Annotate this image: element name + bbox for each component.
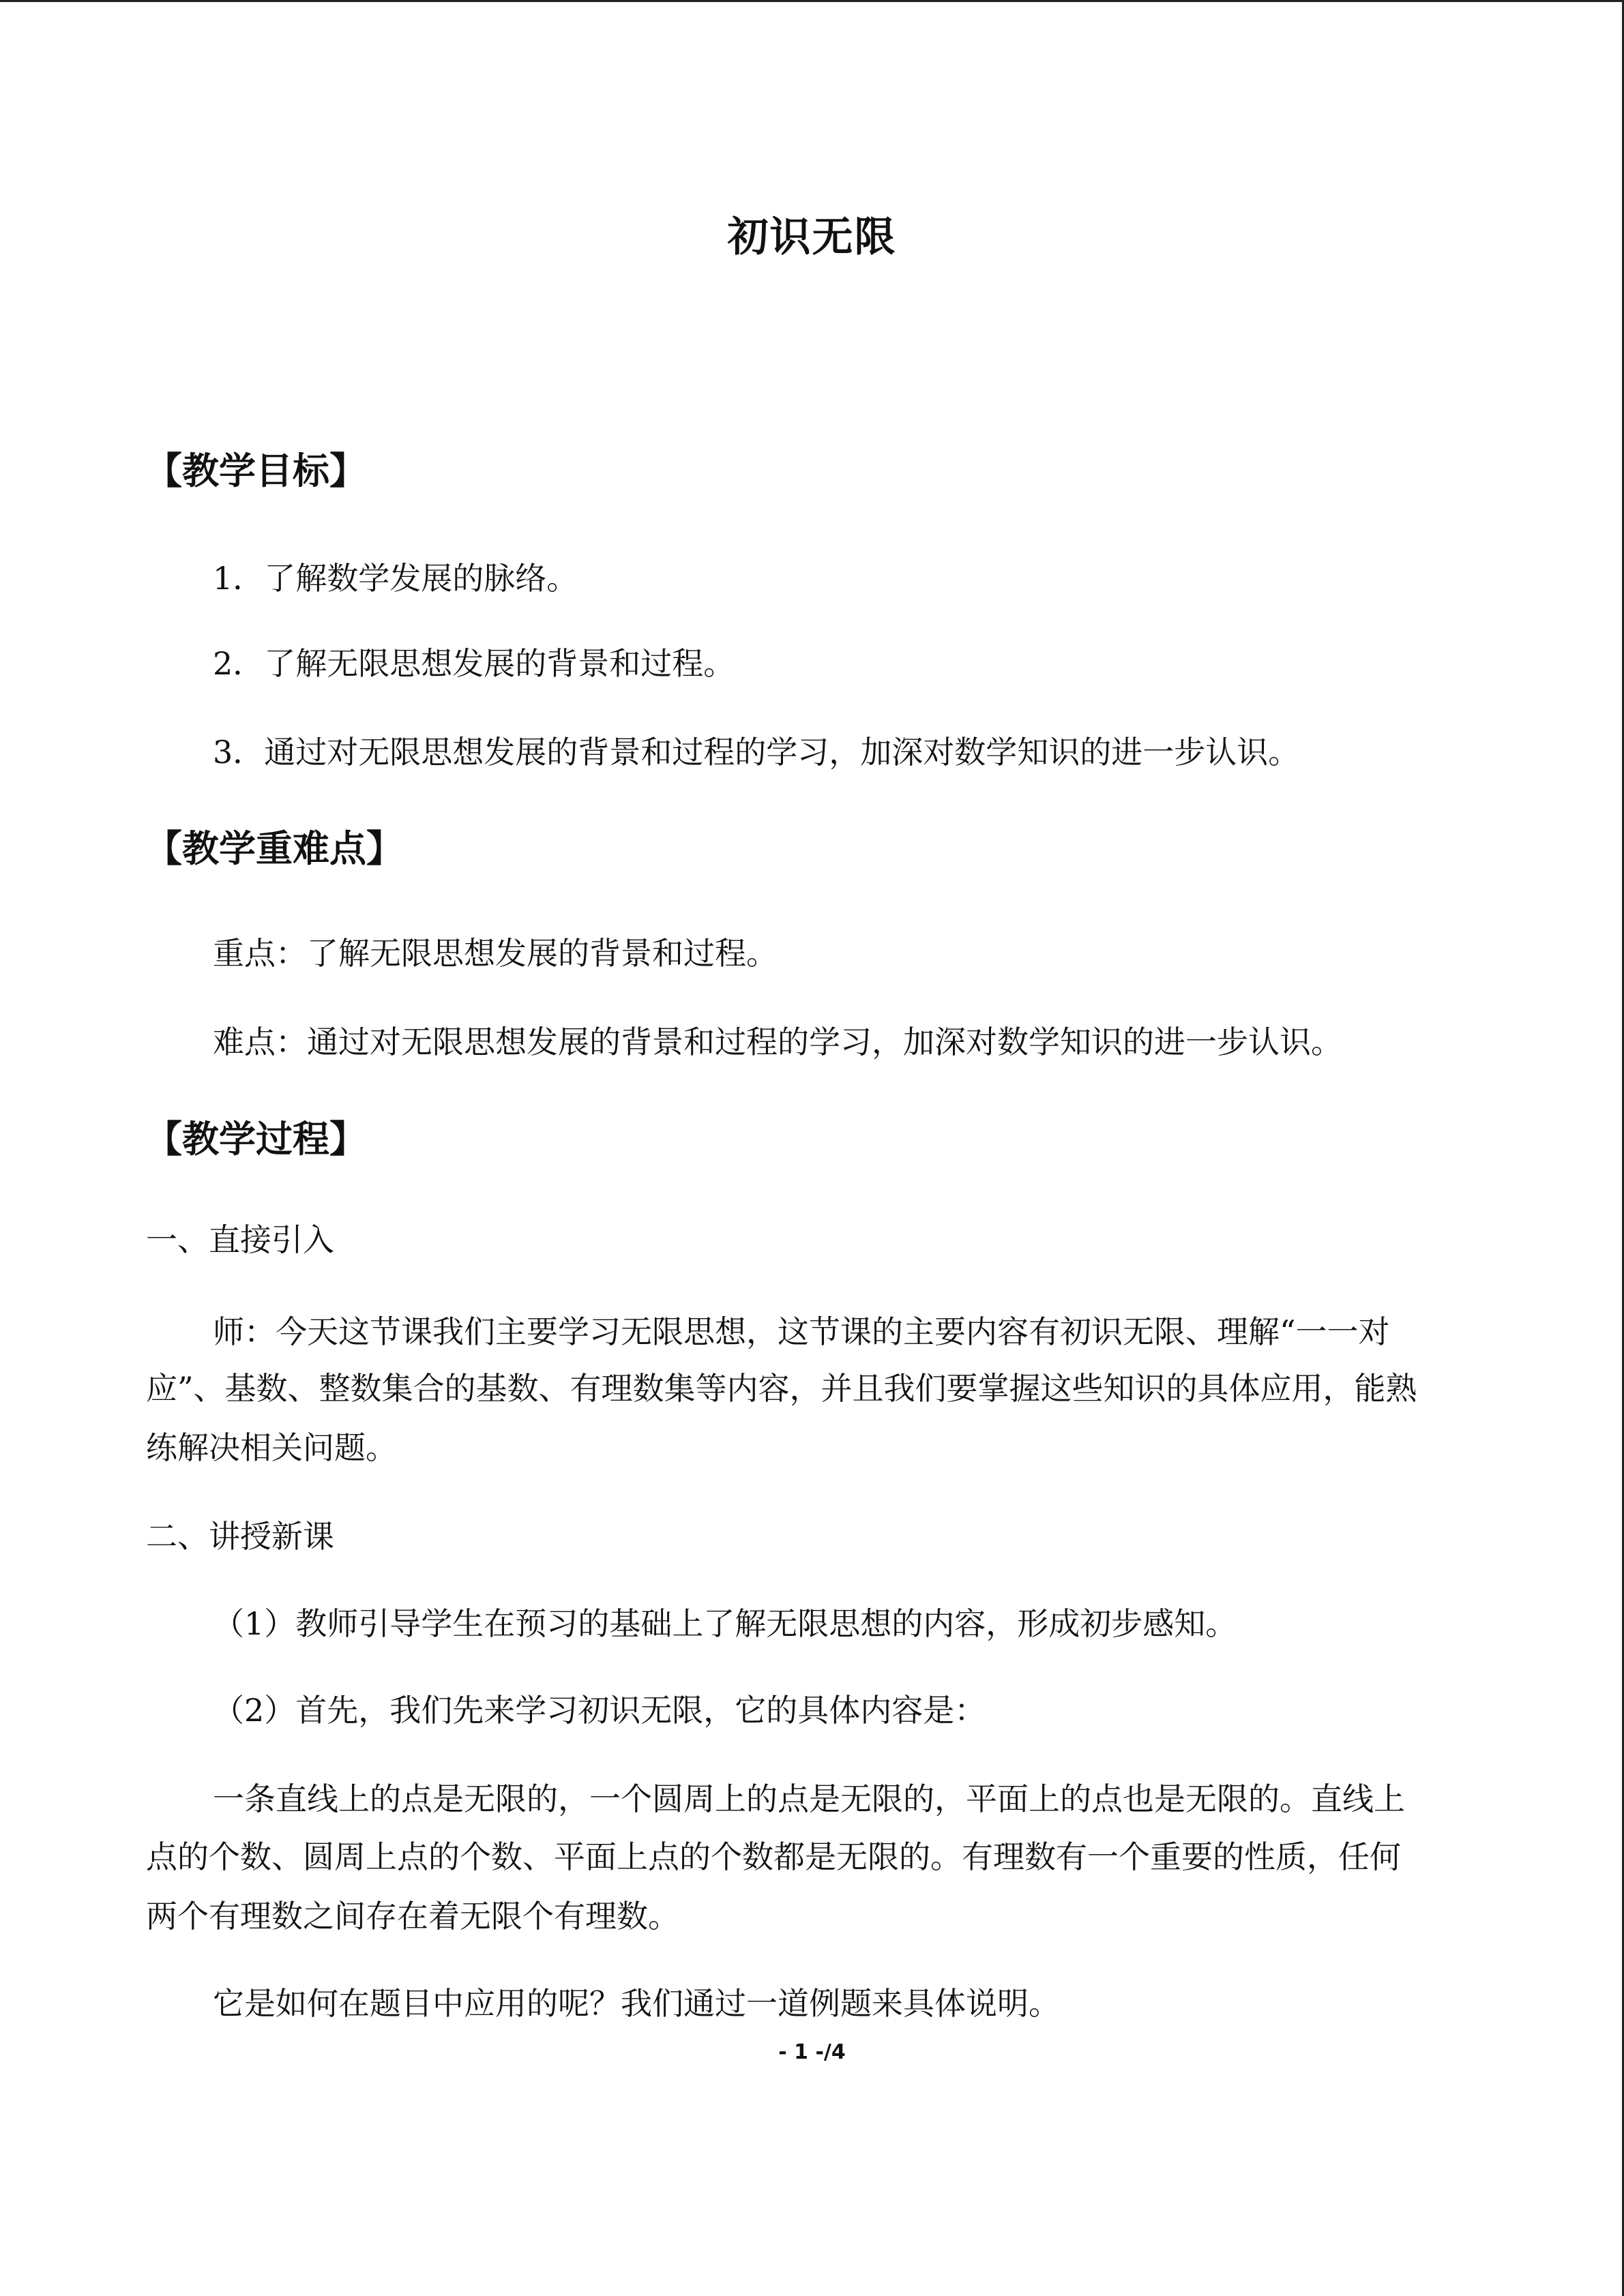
process-content-line-2: 点的个数、圆周上点的个数、平面上点的个数都是无限的。有理数有一个重要的性质，任何: [146, 1838, 1401, 1875]
section-heading-goals: 【教学目标】: [145, 449, 366, 492]
process-part2-title: 二、讲授新课: [146, 1518, 334, 1555]
key-point-focus: 重点：了解无限思想发展的背景和过程。: [213, 935, 778, 972]
document-title: 初识无限: [727, 213, 897, 261]
section-heading-process: 【教学过程】: [145, 1118, 366, 1161]
goal-item-2: 2．了解无限思想发展的背景和过程。: [213, 645, 735, 682]
process-part1-title: 一、直接引入: [146, 1221, 334, 1258]
goal-item-1: 1．了解数学发展的脉络。: [213, 560, 578, 597]
process-step-2: （2）首先，我们先来学习初识无限，它的具体内容是：: [213, 1692, 986, 1729]
page-border-top: [0, 0, 1624, 2]
goal-item-3: 3．通过对无限思想发展的背景和过程的学习，加深对数学知识的进一步认识。: [213, 734, 1300, 771]
process-step-1: （1）教师引导学生在预习的基础上了解无限思想的内容，形成初步感知。: [213, 1605, 1237, 1642]
key-point-difficulty: 难点：通过对无限思想发展的背景和过程的学习，加深对数学知识的进一步认识。: [213, 1024, 1342, 1060]
process-part1-line-2: 应”、基数、整数集合的基数、有理数集等内容，并且我们要掌握这些知识的具体应用，能熟: [146, 1370, 1417, 1407]
process-content-line-1: 一条直线上的点是无限的，一个圆周上的点是无限的，平面上的点也是无限的。直线上: [213, 1780, 1405, 1817]
section-heading-key-points: 【教学重难点】: [145, 827, 403, 870]
process-content-line-3: 两个有理数之间存在着无限个有理数。: [146, 1898, 679, 1935]
process-part1-line-1: 师：今天这节课我们主要学习无限思想，这节课的主要内容有初识无限、理解“一一对: [213, 1313, 1390, 1350]
process-closing: 它是如何在题目中应用的呢？我们通过一道例题来具体说明。: [213, 1985, 1060, 2022]
process-part1-line-3: 练解决相关问题。: [146, 1429, 397, 1466]
page-number: - 1 -/4: [778, 2040, 846, 2064]
